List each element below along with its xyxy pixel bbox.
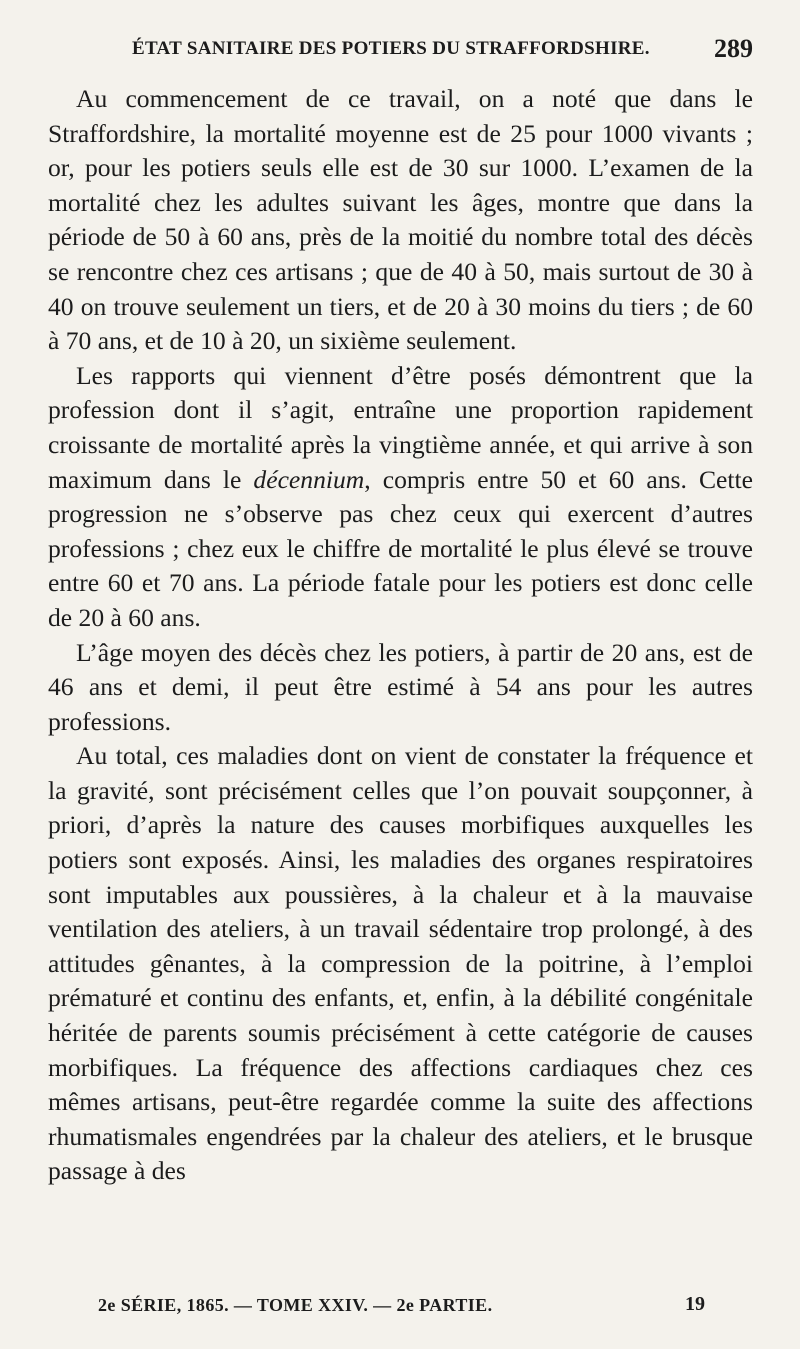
paragraph-2: Les rapports qui viennent d’être posés démontrent que la profession dont il s’agit, entraîne une proportion rapidement croissante de mortalité après la vingtième année, et qui arrive à son maximum dans le décennium, compris entre 50 et 60 ans. Cette progression ne s’observe pas chez ceux qui exercent d’autres professions ; chez eux le chiffre de mortalité le plus élevé se trouve entre 60 et 70 ans. La période fatale pour les potiers est donc celle de 20 à 60 ans. [48,360,753,632]
page-footer [48,1293,753,1323]
page-header [48,34,753,70]
body-text [48,82,753,1189]
page-number: 289 [714,34,753,63]
paragraph-1: Au commencement de ce travail, on a noté que dans le Straffordshire, la mortalité moyenne est de 25 pour 1000 vivants ; or, pour les potiers seuls elle est de 30 sur 1000. L’examen de la mortalité chez les adultes suivant les âges, montre que dans la période de 50 à 60 ans, près de la moitié du nombre total des décès se rencontre chez ces artisans ; que de 40 à 50, mais surtout de 30 à 40 on trouve seulement un tiers, et de 20 à 30 moins du tiers ; de 60 à 70 ans, et de 10 à 20, un sixième seulement. [48,84,753,356]
running-title: ÉTAT SANITAIRE DES POTIERS DU STRAFFORDSHIRE. [132,38,650,59]
paragraph-3: L’âge moyen des décès chez les potiers, à partir de 20 ans, est de 46 ans et demi, il peut être estimé à 54 ans pour les autres professions. [48,637,753,736]
signature-number: 19 [685,1293,705,1315]
printer-signature: 2e SÉRIE, 1865. — TOME XXIV. — 2e PARTIE. [98,1295,493,1315]
italic-term: décennium [253,464,365,494]
paragraph-4: Au total, ces maladies dont on vient de constater la fréquence et la gravité, sont précisément celles que l’on pouvait soupçonner, à priori, d’après la nature des causes morbifiques auxquelles les potiers sont exposés. Ainsi, les maladies des organes respiratoires sont imputables aux poussières, à la chaleur et à la mauvaise ventilation des ateliers, à un travail sédentaire trop prolongé, à des attitudes gênantes, à la compression de la poitrine, à l’emploi prématuré et continu des enfants, et, enfin, à la débilité congénitale héritée de parents soumis précisément à cette catégorie de causes morbifiques. La fréquence des affections cardiaques chez ces mêmes artisans, peut-être regardée comme la suite des affections rhumatismales engendrées par la chaleur des ateliers, et le brusque passage à des [48,741,753,1186]
